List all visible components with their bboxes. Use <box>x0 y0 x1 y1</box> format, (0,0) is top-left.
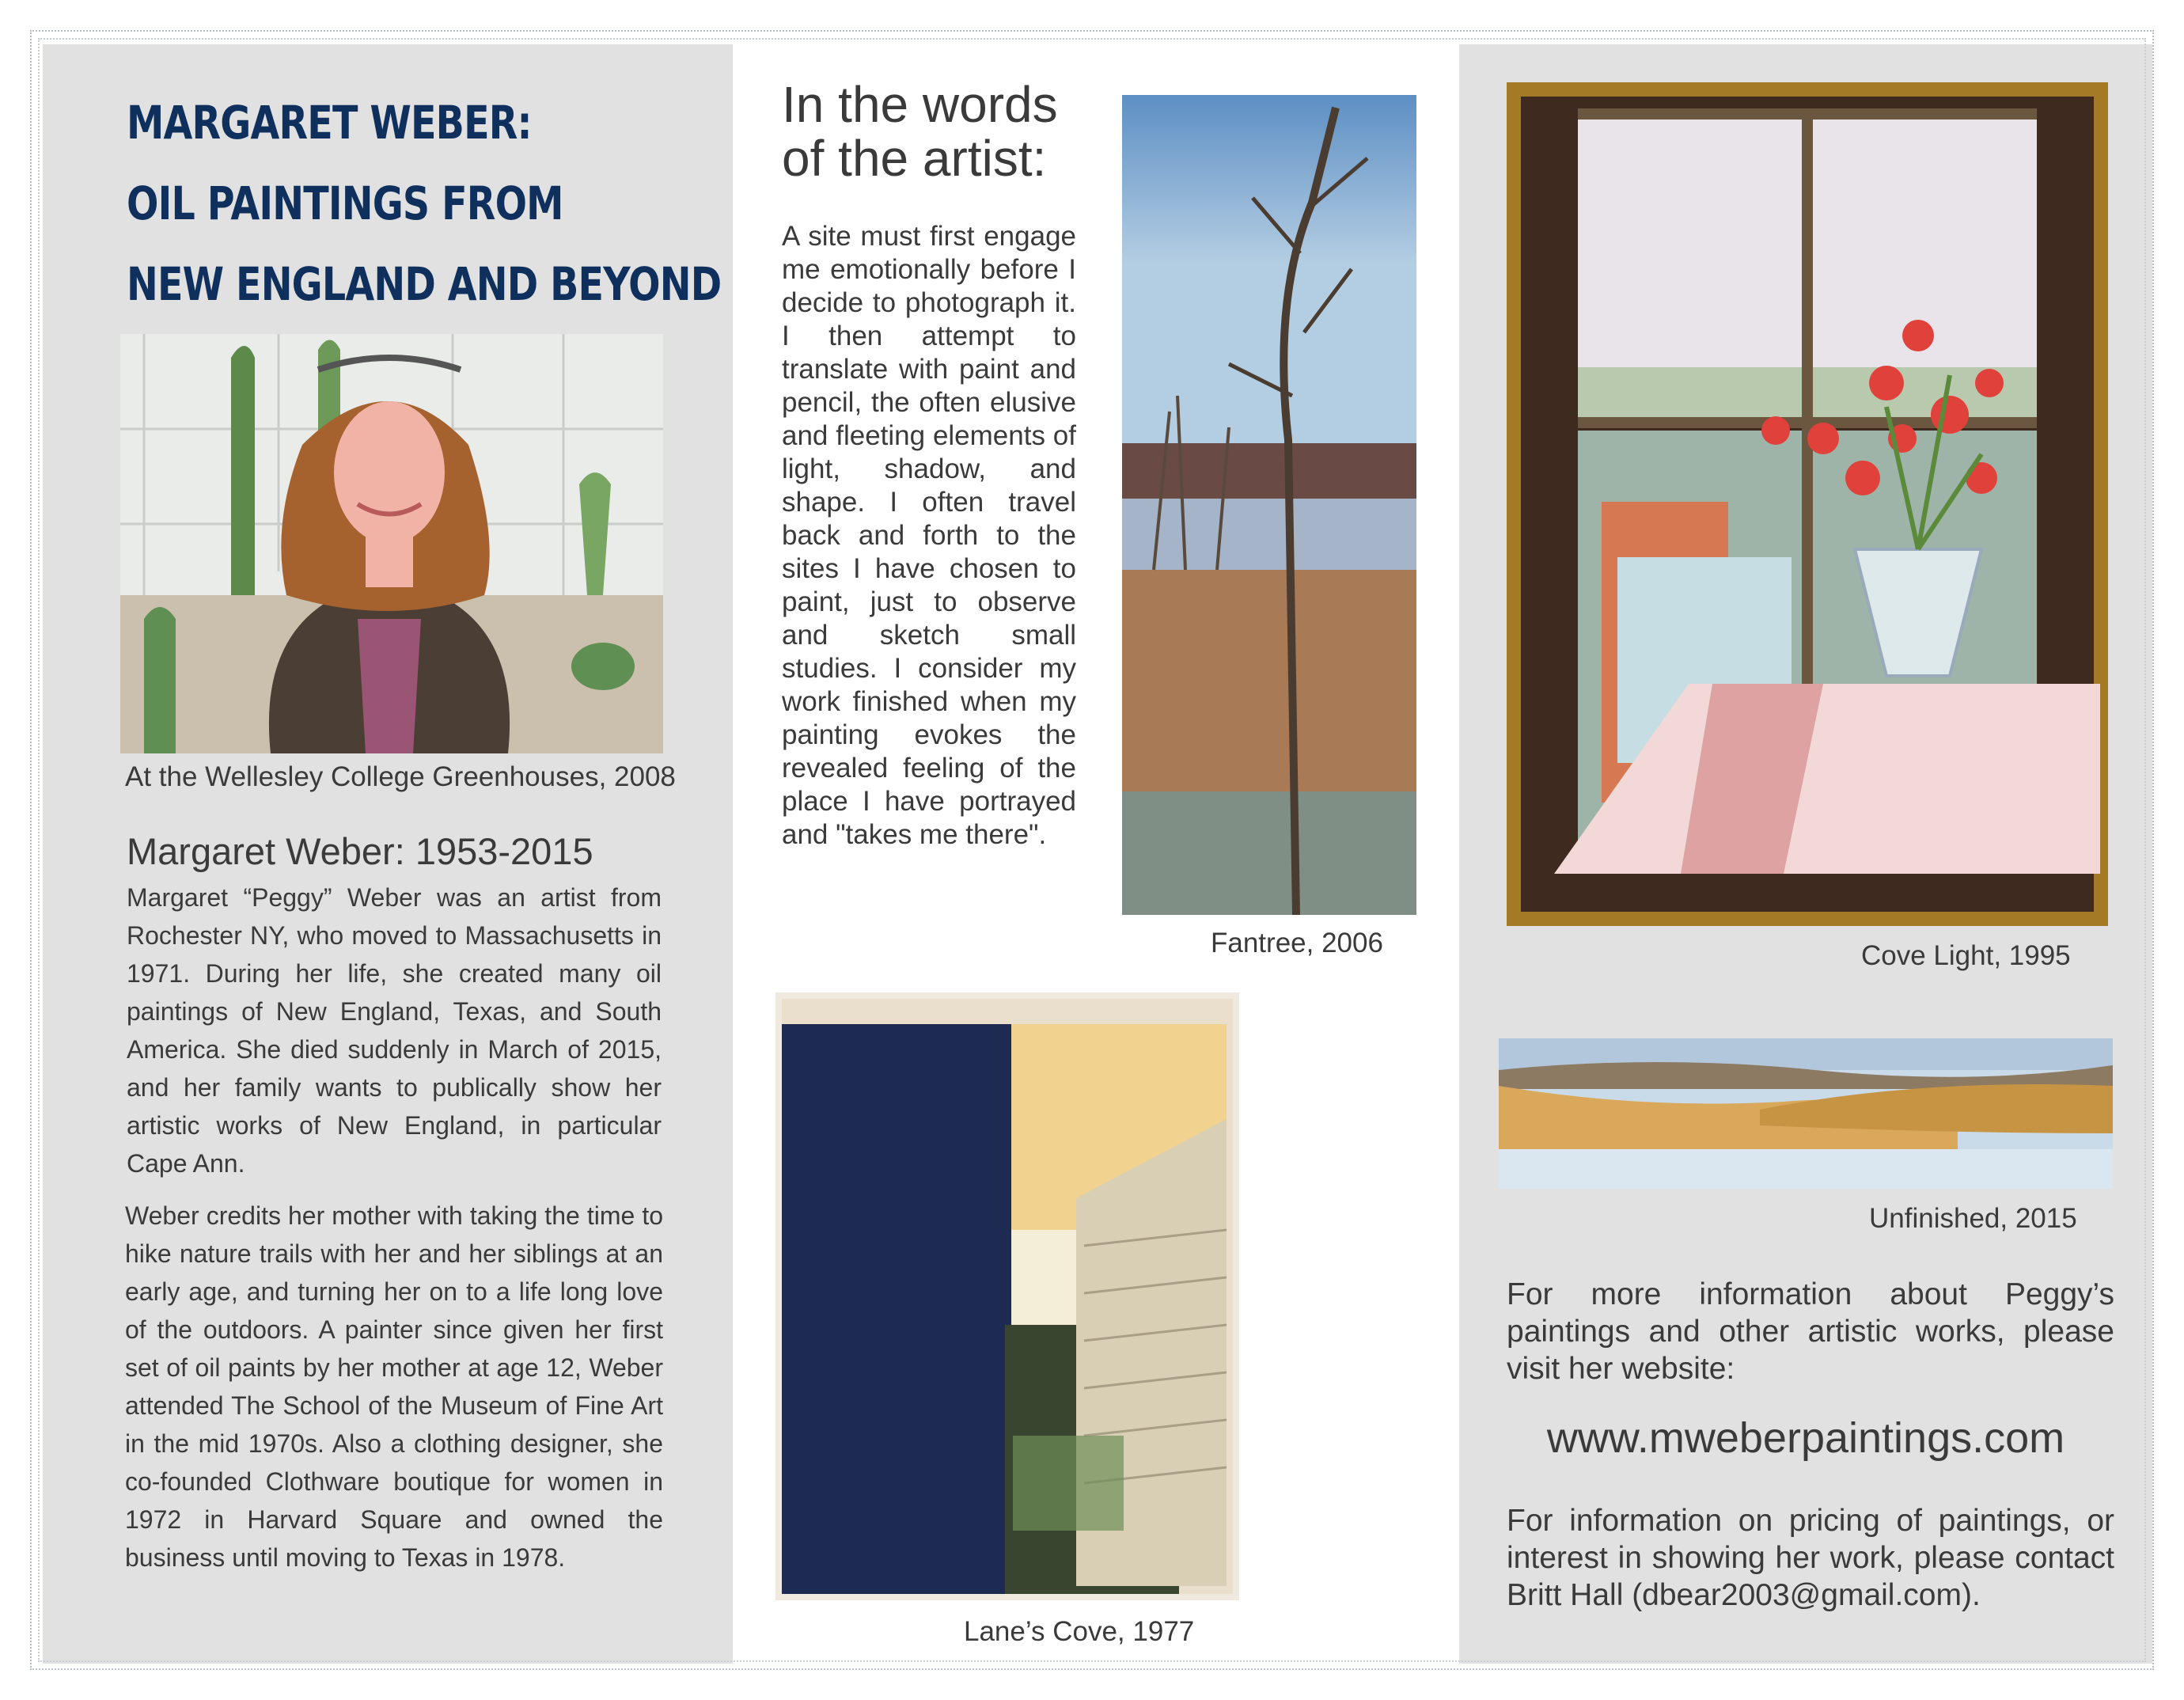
quote-title-line-1: In the words <box>782 76 1058 133</box>
artist-portrait-photo <box>120 334 663 753</box>
title-line-3: NEW ENGLAND AND BEYOND <box>127 257 722 311</box>
title-line-2: OIL PAINTINGS FROM <box>127 176 563 230</box>
quote-title-line-2: of the artist: <box>782 130 1047 187</box>
unfinished-painting <box>1499 1038 2113 1189</box>
website-link[interactable]: www.mweberpaintings.com <box>1546 1414 2065 1462</box>
more-info-text: For more information about Peggy’s paintings and other artistic works, please visit her website: <box>1507 1277 2114 1386</box>
unfinished-caption: Unfinished, 2015 <box>1869 1203 2077 1234</box>
lanes-cove-caption: Lane’s Cove, 1977 <box>964 1616 1195 1647</box>
pricing-contact-text: For information on pricing of paintings, or interest in showing her work, please contact Britt Hall (dbear2003@gmail.com). <box>1507 1504 2114 1612</box>
fantree-caption: Fantree, 2006 <box>1211 928 1383 958</box>
lanes-cove-painting <box>775 992 1239 1600</box>
title-line-1: MARGARET WEBER: <box>127 96 532 150</box>
cove-light-painting <box>1507 82 2108 926</box>
bio-paragraph-1: Margaret “Peggy” Weber was an artist from Rochester NY, who moved to Massachusetts in 1971. During her life, she created many oil paintings of New England, Texas, and South America. She died suddenly in March of 2015, and her family wants to publically show her artistic works of New England, in particular Cape Ann. <box>127 883 662 1178</box>
bio-title: Margaret Weber: 1953-2015 <box>127 830 593 872</box>
bio-paragraph-2: Weber credits her mother with taking the time to hike nature trails with her and her siblings at an early age, and turning her on to a life long love of the outdoors. A painter since given her first set of oil paints by her mother at age 12, Weber attended The School of the Museum of Fine Art in the mid 1970s. Also a clothing designer, she co-founded Clothware boutique for women in 1972 in Harvard Square and owned the business until moving to Texas in 1978. <box>125 1201 663 1572</box>
fantree-painting <box>1122 95 1416 915</box>
artist-quote-body: A site must first engage me emotionally before I decide to photograph it. I then attempt to translate with paint and pencil, the often elusive and fleeting elements of light, shadow, and shape. I often travel back and forth to the sites I have chosen to paint, just to observe and sketch small studies. I consider my work finished when my painting evokes the revealed feeling of the place I have portrayed and "takes me there". <box>782 221 1076 850</box>
portrait-caption: At the Wellesley College Greenhouses, 2008 <box>125 761 676 792</box>
page-title <box>127 82 722 324</box>
cove-light-caption: Cove Light, 1995 <box>1861 940 2071 971</box>
quote-title <box>782 78 1058 185</box>
